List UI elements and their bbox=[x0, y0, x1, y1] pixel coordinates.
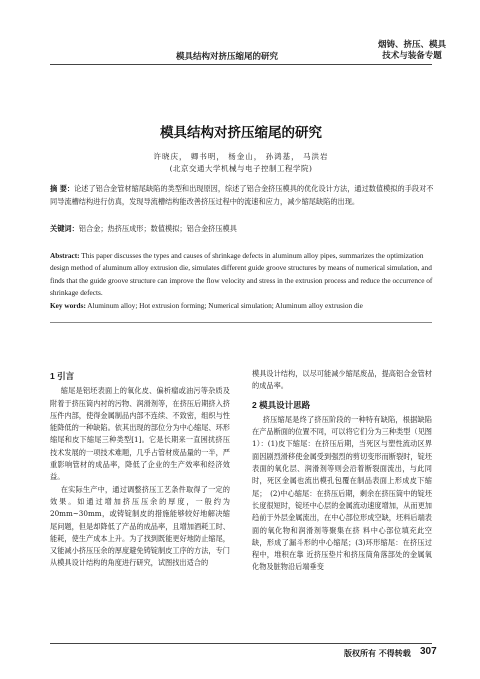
section-tag-line2: 技术与装备专题 bbox=[382, 51, 442, 61]
header-divider bbox=[50, 64, 432, 65]
section-1-heading: 1 引言 bbox=[50, 371, 75, 381]
keywords-cn-label: 关键词： bbox=[50, 224, 79, 233]
authors: 许晓庆， 卿书明， 杨金山， 孙鸿基， 马洪岩 bbox=[153, 152, 329, 161]
abstract-en-label: Abstract: bbox=[50, 251, 80, 260]
keywords-en-text: Aluminum alloy; Hot extrusion forming; Numerical simulation; Aluminum alloy extrusion die bbox=[87, 301, 363, 310]
section-2-paragraph-1: 挤压缩尾是终了挤压阶段的一种特有缺陷，根据缺陷在产品断面的位置不同，可以将它们分为三种类型（见图1）：(1)皮下缩尾：在挤压后期，当死区与塑性流动区界面因剧烈滑移使金属受到强烈的剪切变形而断裂时，锭坯表面的氧化层、润滑剂等则会沿着断裂面流出，与此同时，死区金属也流出模孔包覆在制品表面上形成皮下缩尾； (2)中心缩尾：在挤压后期，剩余在挤压筒中的锭坯长度很短时，锭坯中心层的金属流动速度增加，从而更加趋前于外层金属流出，在中心部位形成空缺，坯料后端表面的氧化物和润滑剂等聚集在挤 料中心部位填充此空缺，形成了漏斗形的中心缩尾；(3)环形缩尾：在挤压过程中，堆积在靠 近挤压垫片和挤压筒角落部处的金属氧化物及脏物沿后端垂变 bbox=[252, 414, 432, 572]
body-column-right bbox=[252, 368, 432, 574]
section-tag bbox=[352, 40, 472, 62]
abstract-cn bbox=[50, 183, 434, 208]
abstract-divider bbox=[50, 322, 432, 323]
section-1-paragraph-3: 模具设计结构，以尽可能减少缩尾废品，提高铝合金管材的成品率。 bbox=[252, 369, 432, 391]
affiliation: (北京交通大学机械与电子控制工程学院) bbox=[169, 164, 313, 173]
section-2-heading: 2 模具设计思路 bbox=[252, 399, 311, 410]
section-1-paragraph-1: 缩尾是铝坯表面上的氧化皮、偏析瘤或油污等杂质及附着于挤压筒内衬的污物、润滑剂等，在挤压后期挤入挤压件内部，使得金属制品内部不连续、不致密，组织与性能降低的一种缺陷。依其出现的部位分为中心缩尾、环形缩尾和皮下缩尾三种类型[1]。它是长期来一直困扰挤压技术发展的一项技术难题，几乎占管材废品量的一半，严重影响管材的成品率，降低了企业的生产效率和经济效益。 bbox=[50, 386, 230, 482]
abstract-en-text: This paper discusses the types and causes of shrinkage defects in aluminum alloy pipes, summarizes the optimization design method of aluminum alloy extrusion die, simulates different guide groove structures by means of numerical simulation, and finds that the guide groove structure can improve the flow velocity and stress in the extrusion process and reduce the occurrence of shrinkage defects. bbox=[50, 251, 433, 298]
paper-title: 模具结构对挤压缩尾的研究 bbox=[160, 125, 322, 141]
copyright-notice: 版权所有 不得转载 bbox=[344, 648, 411, 658]
footer-divider bbox=[50, 643, 432, 644]
keywords-en-label: Key words: bbox=[50, 301, 86, 310]
keywords-cn bbox=[50, 223, 434, 235]
keywords-en bbox=[50, 300, 434, 312]
section-tag-line1: 烟铸、挤压、模具 bbox=[377, 40, 446, 50]
abstract-cn-label: 摘 要： bbox=[50, 184, 75, 193]
abstract-cn-text: 论述了铝合金管材缩尾缺陷的类型和出现原因，综述了铝合金挤压模具的优化设计方法，通过数值模拟的手段对不同导流槽结构进行仿真，发现导流槽结构能改善挤压过程中的流速和应力，减少缩尾缺陷的出现。 bbox=[50, 184, 434, 206]
keywords-cn-text: 铝合金；热挤压成形；数值模拟；铝合金挤压模具 bbox=[78, 224, 237, 233]
page-number: 307 bbox=[420, 646, 437, 657]
abstract-en bbox=[50, 250, 434, 300]
body-column-left bbox=[50, 370, 230, 570]
running-title: 模具结构对挤压缩尾的研究 bbox=[176, 52, 279, 62]
section-1-paragraph-2: 在实际生产中，通过调整挤压工艺条件取得了一定的效果。如通过增加挤压压余的厚度，一般约为20mm~30mm，或铸锭制皮的措施能够较好地解决缩尾问题，但是却降低了产品的成品率，且增加酒耗工时、能耗，使生产成本上升。为了找到既能更好地防止缩尾，又能减小挤压压余的厚度避免铸锭制皮工序的方法，专门从模具设计结构的角度进行研究，试图找出适合的 bbox=[50, 484, 230, 568]
